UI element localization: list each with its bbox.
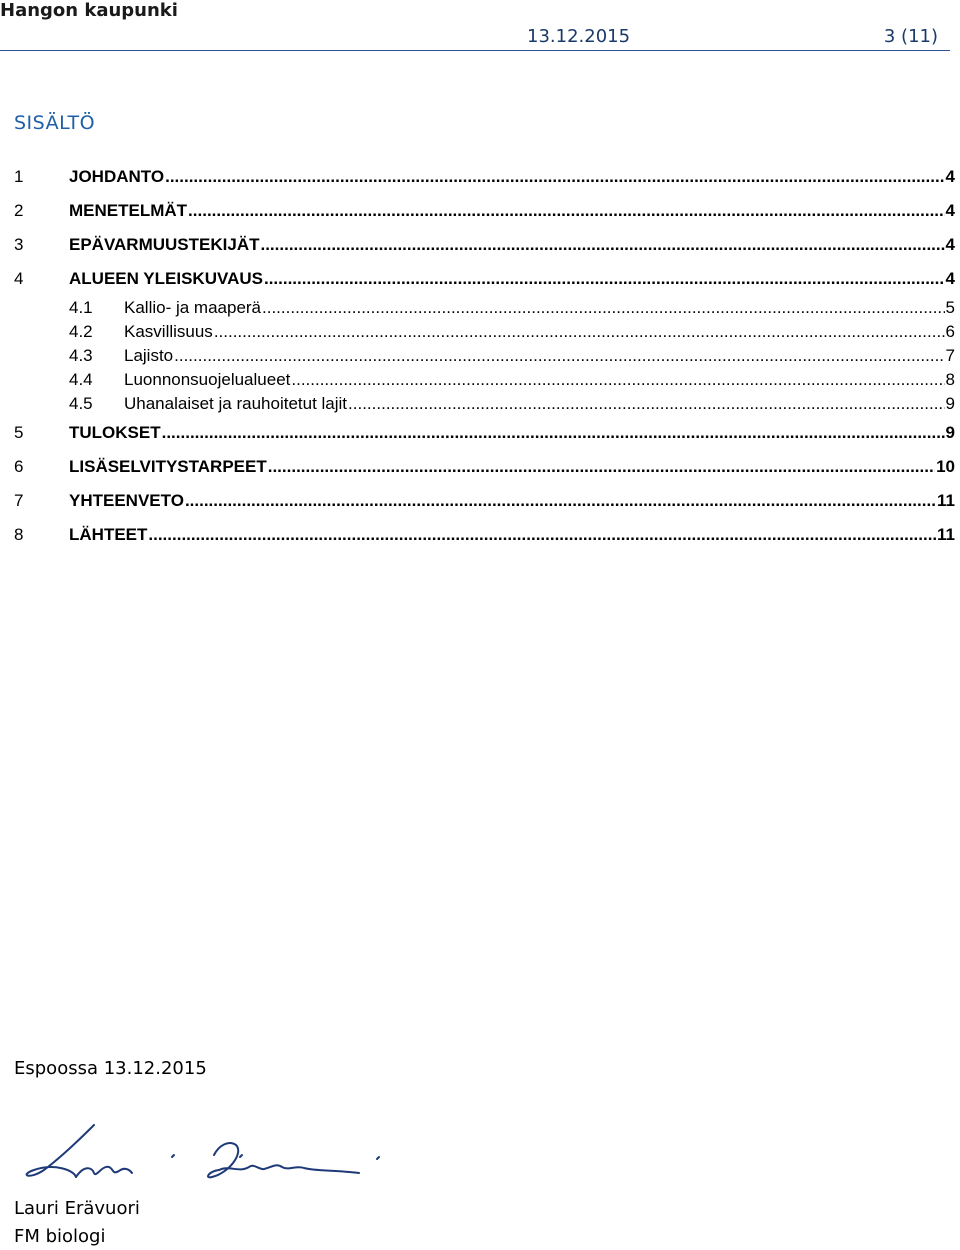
toc-entry-page: 4 <box>945 235 955 254</box>
toc-entry-7[interactable] <box>14 484 955 518</box>
signer-name: Lauri Erävuori <box>14 1198 140 1219</box>
toc-entry-page: 6 <box>945 322 955 341</box>
toc-entry-5[interactable] <box>14 416 955 450</box>
toc-entry-number: 5 <box>14 423 24 442</box>
toc-entry-page: 9 <box>945 394 955 413</box>
toc-entry-1[interactable] <box>14 160 955 194</box>
toc-entry-number: 7 <box>14 491 24 510</box>
toc-entry-page: 4 <box>945 269 955 288</box>
toc-dot-leader <box>162 416 945 450</box>
signer-title: FM biologi <box>14 1226 106 1247</box>
place-and-date: Espoossa 13.12.2015 <box>14 1058 207 1079</box>
toc-dot-leader <box>214 320 945 344</box>
toc-entry-page: 4 <box>945 167 955 186</box>
toc-entry-page: 9 <box>945 423 955 442</box>
toc-entry-6[interactable] <box>14 450 955 484</box>
toc-entry-title: LÄHTEET <box>69 525 148 544</box>
toc-entry-4-5[interactable] <box>14 392 955 416</box>
toc-entry-title: Uhanalaiset ja rauhoitetut lajit <box>124 394 348 413</box>
toc-entry-title: Kallio- ja maaperä <box>124 298 262 317</box>
toc-entry-page: 5 <box>945 298 955 317</box>
toc-entry-number: 4.2 <box>69 322 93 341</box>
toc-dot-leader <box>268 450 935 484</box>
toc-dot-leader <box>188 194 944 228</box>
toc-dot-leader <box>260 228 944 262</box>
toc-dot-leader <box>291 368 944 392</box>
toc-entry-4-4[interactable] <box>14 368 955 392</box>
toc-entry-title: MENETELMÄT <box>69 201 188 220</box>
toc-dot-leader <box>148 518 936 552</box>
toc-entry-4-1[interactable] <box>14 296 955 320</box>
toc-entry-number: 3 <box>14 235 24 254</box>
toc-entry-title: JOHDANTO <box>69 167 165 186</box>
toc-entry-number: 8 <box>14 525 24 544</box>
toc-entry-page: 10 <box>936 457 955 476</box>
toc-entry-number: 2 <box>14 201 24 220</box>
table-of-contents <box>14 160 955 552</box>
toc-entry-number: 6 <box>14 457 24 476</box>
toc-entry-number: 4.3 <box>69 346 93 365</box>
toc-entry-title: ALUEEN YLEISKUVAUS <box>69 269 263 288</box>
toc-entry-number: 4.1 <box>69 298 93 317</box>
toc-dot-leader <box>185 484 936 518</box>
toc-entry-number: 4.5 <box>69 394 93 413</box>
toc-entry-4-3[interactable] <box>14 344 955 368</box>
toc-dot-leader <box>262 296 945 320</box>
toc-entry-2[interactable] <box>14 194 955 228</box>
toc-entry-title: YHTEENVETO <box>69 491 184 510</box>
toc-entry-title: LISÄSELVITYSTARPEET <box>69 457 267 476</box>
header-page-number: 3 (11) <box>883 26 938 47</box>
toc-entry-page: 8 <box>945 370 955 389</box>
toc-dot-leader <box>348 392 945 416</box>
toc-entry-page: 4 <box>945 201 955 220</box>
toc-entry-page: 11 <box>937 525 955 544</box>
toc-dot-leader <box>174 344 944 368</box>
handwritten-signature <box>14 1115 394 1200</box>
header-divider <box>0 50 950 51</box>
toc-entry-title: TULOKSET <box>69 423 161 442</box>
toc-entry-page: 11 <box>937 491 955 510</box>
toc-entry-page: 7 <box>945 346 955 365</box>
toc-entry-title: Lajisto <box>124 346 174 365</box>
header-date: 13.12.2015 <box>527 26 631 47</box>
toc-dot-leader <box>165 160 944 194</box>
toc-entry-3[interactable] <box>14 228 955 262</box>
toc-entry-title: Kasvillisuus <box>124 322 213 341</box>
toc-entry-4-2[interactable] <box>14 320 955 344</box>
toc-entry-8[interactable] <box>14 518 955 552</box>
toc-entry-4[interactable] <box>14 262 955 296</box>
toc-dot-leader <box>264 262 945 296</box>
toc-entry-title: EPÄVARMUUSTEKIJÄT <box>69 235 260 254</box>
toc-title: SISÄLTÖ <box>14 112 96 134</box>
toc-entry-title: Luonnonsuojelualueet <box>124 370 291 389</box>
toc-entry-number: 4 <box>14 269 24 288</box>
toc-entry-number: 1 <box>14 167 24 186</box>
toc-entry-number: 4.4 <box>69 370 93 389</box>
header-organization: Hangon kaupunki <box>0 0 178 21</box>
